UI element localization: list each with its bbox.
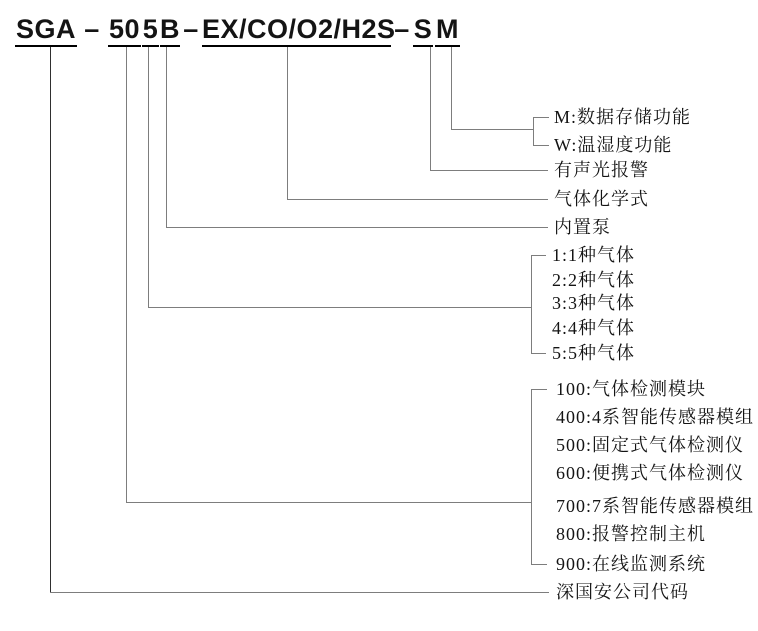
- bracket-gas-count-bottom-tick: [531, 353, 546, 354]
- bracket-storage-top-tick: [533, 117, 549, 118]
- line-series-horizontal: [126, 502, 531, 503]
- line-alarm-horizontal: [430, 170, 548, 171]
- label-company-code: 深国安公司代码: [556, 582, 689, 602]
- label-gas-count-1: 1:1种气体: [552, 245, 636, 265]
- title-separator-1: –: [84, 14, 100, 44]
- label-series-500: 500:固定式气体检测仪: [556, 435, 745, 455]
- label-gas-count-4: 4:4种气体: [552, 318, 636, 338]
- line-storage-horizontal: [451, 129, 533, 130]
- title-separator-3: –: [394, 14, 410, 44]
- label-storage-function: M:数据存储功能: [554, 107, 692, 127]
- bracket-gas-count-vertical: [531, 255, 532, 354]
- line-gas-count-horizontal: [148, 307, 531, 308]
- line-alarm-vertical: [430, 47, 431, 170]
- label-gas-count-3: 3:3种气体: [552, 293, 636, 313]
- label-series-800: 800:报警控制主机: [556, 524, 707, 544]
- title-separator-2: –: [183, 14, 199, 44]
- bracket-gas-count-top-tick: [531, 255, 546, 256]
- title-segment-alarm-code: S: [413, 14, 433, 47]
- title-segment-pump-code: B: [160, 14, 180, 47]
- label-series-100: 100:气体检测模块: [556, 379, 707, 399]
- title-segment-storage-code: M: [435, 14, 460, 47]
- bracket-series-vertical: [531, 389, 532, 565]
- label-series-400: 400:4系智能传感器模组: [556, 407, 755, 427]
- line-pump-vertical: [166, 47, 167, 227]
- label-humidity-function: W:温湿度功能: [554, 135, 673, 155]
- line-pump-horizontal: [166, 227, 548, 228]
- bracket-series-bottom-tick: [531, 564, 547, 565]
- label-pump: 内置泵: [554, 217, 611, 237]
- label-series-900: 900:在线监测系统: [556, 554, 707, 574]
- bracket-series-top-tick: [531, 389, 547, 390]
- line-formula-horizontal: [287, 199, 548, 200]
- line-series-vertical: [126, 47, 127, 502]
- line-company-vertical: [50, 47, 51, 592]
- label-alarm: 有声光报警: [554, 160, 649, 180]
- title-segment-gas-formula: EX/CO/O2/H2S: [202, 14, 391, 47]
- title-segment-company-code: SGA: [15, 14, 77, 47]
- line-company-horizontal: [50, 592, 549, 593]
- label-series-700: 700:7系智能传感器模组: [556, 496, 755, 516]
- title-segment-gas-count: 5: [142, 14, 159, 47]
- line-gas-count-vertical: [148, 47, 149, 307]
- title-segment-series-code: 50: [108, 14, 141, 47]
- bracket-storage-bottom-tick: [533, 145, 549, 146]
- label-gas-count-5: 5:5种气体: [552, 343, 636, 363]
- line-storage-vertical: [451, 47, 452, 129]
- line-formula-vertical: [287, 47, 288, 199]
- label-gas-formula: 气体化学式: [554, 189, 649, 209]
- label-series-600: 600:便携式气体检测仪: [556, 463, 745, 483]
- label-gas-count-2: 2:2种气体: [552, 270, 636, 290]
- bracket-storage-options-vertical: [533, 117, 534, 146]
